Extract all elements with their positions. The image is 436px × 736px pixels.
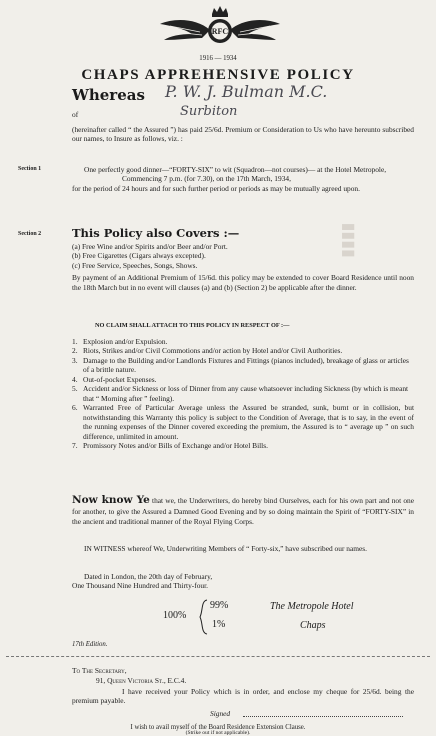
underwriter-name-2: Chaps xyxy=(300,620,326,631)
claim-item xyxy=(72,384,414,403)
now-know-paragraph xyxy=(72,494,414,526)
slip-to: To The Secretary, xyxy=(72,666,127,675)
section-2-label: Section 2 xyxy=(18,231,42,237)
page-title: CHAPS APPREHENSIVE POLICY xyxy=(81,67,355,83)
claim-text: Promissory Notes and/or Bills of Exchange and/or Hotel Bills. xyxy=(83,441,268,451)
edition-label: 17th Edition. xyxy=(72,641,108,648)
total-percent: 100% xyxy=(163,610,187,621)
section-2-heading: This Policy also Covers :— xyxy=(72,226,240,240)
claims-list xyxy=(72,337,414,451)
of-label: of xyxy=(72,110,79,119)
intro-paragraph: (hereinafter called “ the Assured ”) has paid 25/6d. Premium or Consideration to Us who have hereunto subscribed our names, to Insure as follows, viz. : xyxy=(72,125,414,144)
claim-number: 4. xyxy=(72,374,78,384)
claim-text: Warranted Free of Particular Average unless the Assured be stranded, sunk, burnt or in collision, but notwithstanding this Warranty this policy is subject to the Condition of Average, that is to say, in the event of the running expenses of the Dinner covered exceeding the premium, the Assured is to “ average up ” on such difference, unlimited in amount. xyxy=(83,403,414,441)
slip-address: 91, Queen Victoria St., E.C.4. xyxy=(96,676,187,685)
section-2-item-c: (c) Free Service, Speeches, Songs, Shows. xyxy=(72,260,198,270)
residence-clause: I wish to avail myself of the Board Residence Extension Clause. xyxy=(130,724,306,731)
claim-number: 1. xyxy=(72,337,78,346)
whereas-heading: Whereas xyxy=(72,86,145,104)
rfc-wings-crest-icon xyxy=(156,4,284,54)
tear-off-divider xyxy=(6,656,430,657)
section-1-line-1: One perfectly good dinner—“FORTY-SIX” to wit (Squadron—not courses)— at the Hotel Metropole, xyxy=(84,165,387,174)
claim-number: 6. xyxy=(72,403,78,413)
claim-number: 7. xyxy=(72,441,78,451)
slip-body: I have received your Policy which is in order, and enclose my cheque for 25/6d. being the premium payable. xyxy=(72,687,414,706)
claim-item xyxy=(72,375,414,384)
claim-text: Explosion and/or Expulsion. xyxy=(83,337,168,346)
handwritten-name: P. W. J. Bulman M.C. xyxy=(165,82,328,101)
section-2-items xyxy=(72,242,414,292)
brace-icon xyxy=(198,599,208,635)
section-2-item-a: (a) Free Wine and/or Spirits and/or Beer and/or Port. xyxy=(72,242,228,251)
claim-text: Riots, Strikes and/or Civil Commotions and/or action by Hotel and/or Civil Authorities. xyxy=(83,346,343,356)
claim-text: Accident and/or Sickness or loss of Dinner from any cause whatsoever including Sickness (by which is meant that “ Morning after ” feeling). xyxy=(83,384,409,403)
section-1-line-3: for the period of 24 hours and for such further period or periods as may be mutually agreed upon. xyxy=(72,183,360,193)
strike-note: (Strike out if not applicable). xyxy=(185,730,251,736)
claim-item xyxy=(72,441,414,450)
claim-text: Damage to the Building and/or Landlords Fixtures and Fittings (pianos included), breakage of glass or articles of a brittle nature. xyxy=(83,355,409,375)
signature-line[interactable] xyxy=(243,716,403,717)
claim-text: Out-of-pocket Expenses. xyxy=(83,374,157,384)
claim-number: 5. xyxy=(72,384,78,394)
extension-clause: By payment of an Additional Premium of 15/6d. this policy may be extended to cover Board Residence until noon the 18th March but in no event will clauses (a) and (b) (Section 2) be applicable after the dinner. xyxy=(72,273,414,292)
witness-paragraph: IN WITNESS whereof We, Underwriting Members of “ Forty-six,” have subscribed our names. xyxy=(84,544,367,553)
section-1 xyxy=(72,165,414,193)
underwriter-pct-2: 1% xyxy=(212,619,226,630)
claim-item xyxy=(72,403,414,441)
signed-label xyxy=(210,709,230,718)
claim-item xyxy=(72,356,414,375)
dated-line-2: One Thousand Nine Hundred and Thirty-four. xyxy=(72,581,209,591)
claim-number: 2. xyxy=(72,346,78,356)
dated-block xyxy=(72,572,212,591)
underwriter-name-1: The Metropole Hotel xyxy=(270,601,354,612)
svg-text:RFC: RFC xyxy=(211,27,229,36)
handwritten-place: Surbiton xyxy=(180,104,238,119)
claim-item xyxy=(72,337,414,346)
now-know-text: that we, the Underwriters, do hereby bind Ourselves, each for his own part and not one for another, to give the Assured a Damned Good Evening and by so doing maintain the Spirit of “FORTY-SIX” in the ancient and traditional manner of the Royal Flying Corps. xyxy=(72,496,414,526)
signed-text: Signed xyxy=(210,709,231,718)
claim-number: 3. xyxy=(72,355,78,365)
section-1-label: Section 1 xyxy=(18,166,42,172)
section-2-item-b: (b) Free Cigarettes (Cigars always excepted). xyxy=(72,251,206,261)
claims-heading: NO CLAIM SHALL ATTACH TO THIS POLICY IN RESPECT OF :— xyxy=(95,322,290,329)
years: 1916 — 1934 xyxy=(199,55,237,62)
underwriter-pct-1: 99% xyxy=(210,600,229,611)
claim-item xyxy=(72,346,414,355)
now-know-lead: Now know Ye xyxy=(72,494,150,506)
watermark: ▮▮▮▮ xyxy=(339,222,357,258)
section-1-line-2: Commencing 7 p.m. (for 7.30), on the 17th March, 1934, xyxy=(122,174,291,184)
dated-line-1: Dated in London, the 20th day of February, xyxy=(84,572,213,581)
